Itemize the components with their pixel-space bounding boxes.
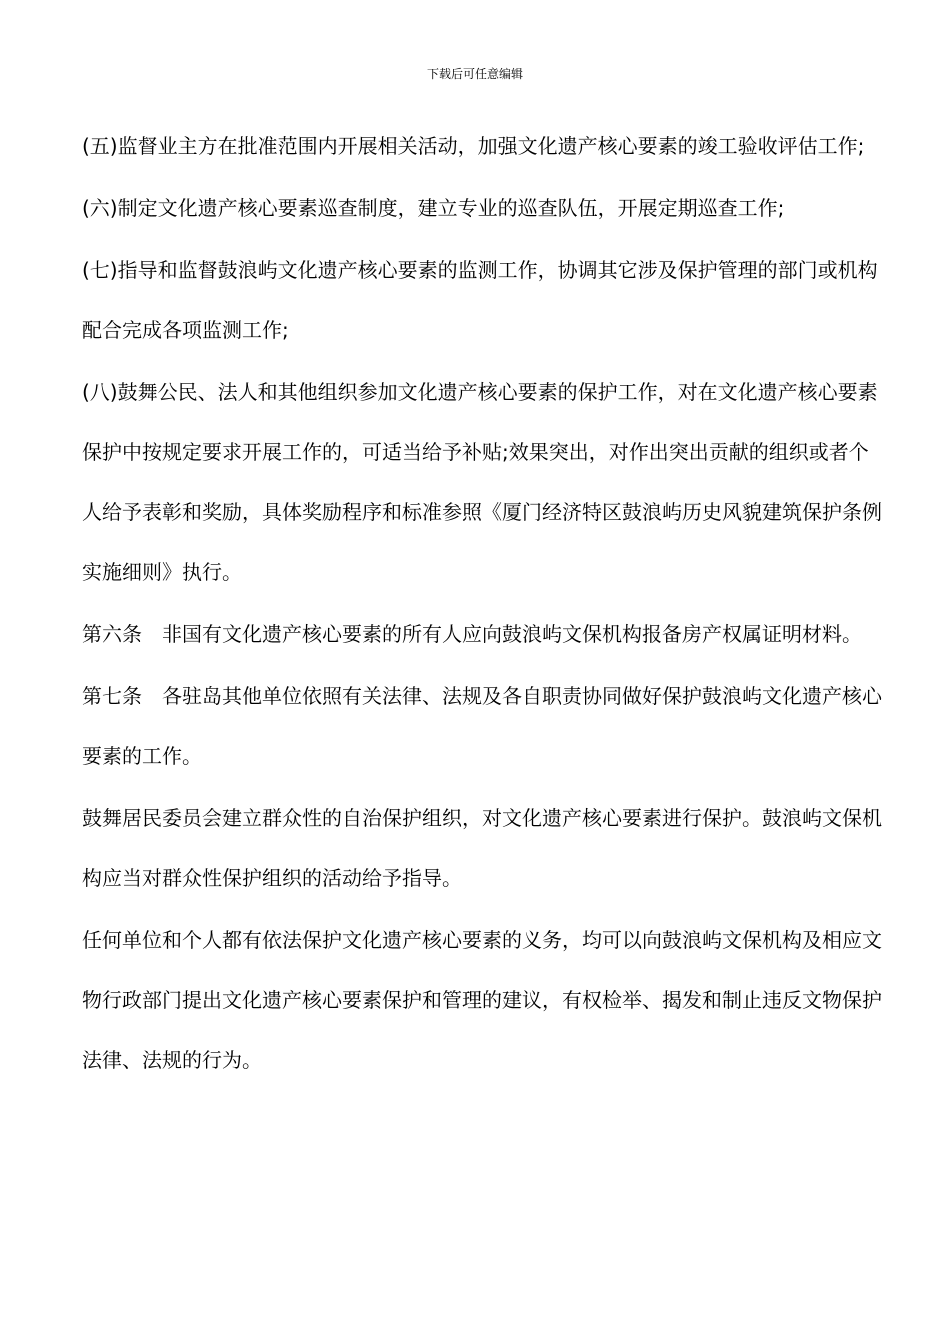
- paragraph-residents-committee: 鼓舞居民委员会建立群众性的自治保护组织，对文化遗产核心要素进行保护。鼓浪屿文保机构应当对群众性保护组织的活动给予指导。: [82, 806, 882, 890]
- paragraph-item-6: (六)制定文化遗产核心要素巡查制度，建立专业的巡查队伍，开展定期巡查工作;: [82, 196, 785, 220]
- document-body: [82, 116, 882, 1092]
- paragraph-item-5: (五)监督业主方在批准范围内开展相关活动，加强文化遗产核心要素的竣工验收评估工作;: [82, 134, 865, 158]
- paragraph-public-duty: 任何单位和个人都有依法保护文化遗产核心要素的义务，均可以向鼓浪屿文保机构及相应文物行政部门提出文化遗产核心要素保护和管理的建议，有权检举、揭发和制止违反文物保护法律、法规的行为。: [82, 928, 882, 1072]
- paragraph-item-7: (七)指导和监督鼓浪屿文化遗产核心要素的监测工作，协调其它涉及保护管理的部门或机构配合完成各项监测工作;: [82, 258, 878, 342]
- header-note: 下载后可任意编辑: [426, 67, 523, 81]
- paragraph-article-6: 第六条 非国有文化遗产核心要素的所有人应向鼓浪屿文保机构报备房产权属证明材料。: [82, 622, 862, 646]
- paragraph-item-8: (八)鼓舞公民、法人和其他组织参加文化遗产核心要素的保护工作，对在文化遗产核心要素保护中按规定要求开展工作的，可适当给予补贴;效果突出，对作出突出贡献的组织或者个人给予表彰和奖励，具体奖励程序和标准参照《厦门经济特区鼓浪屿历史风貌建筑保护条例实施细则》执行。: [82, 380, 882, 584]
- paragraph-article-7: 第七条 各驻岛其他单位依照有关法律、法规及各自职责协同做好保护鼓浪屿文化遗产核心要素的工作。: [82, 684, 882, 768]
